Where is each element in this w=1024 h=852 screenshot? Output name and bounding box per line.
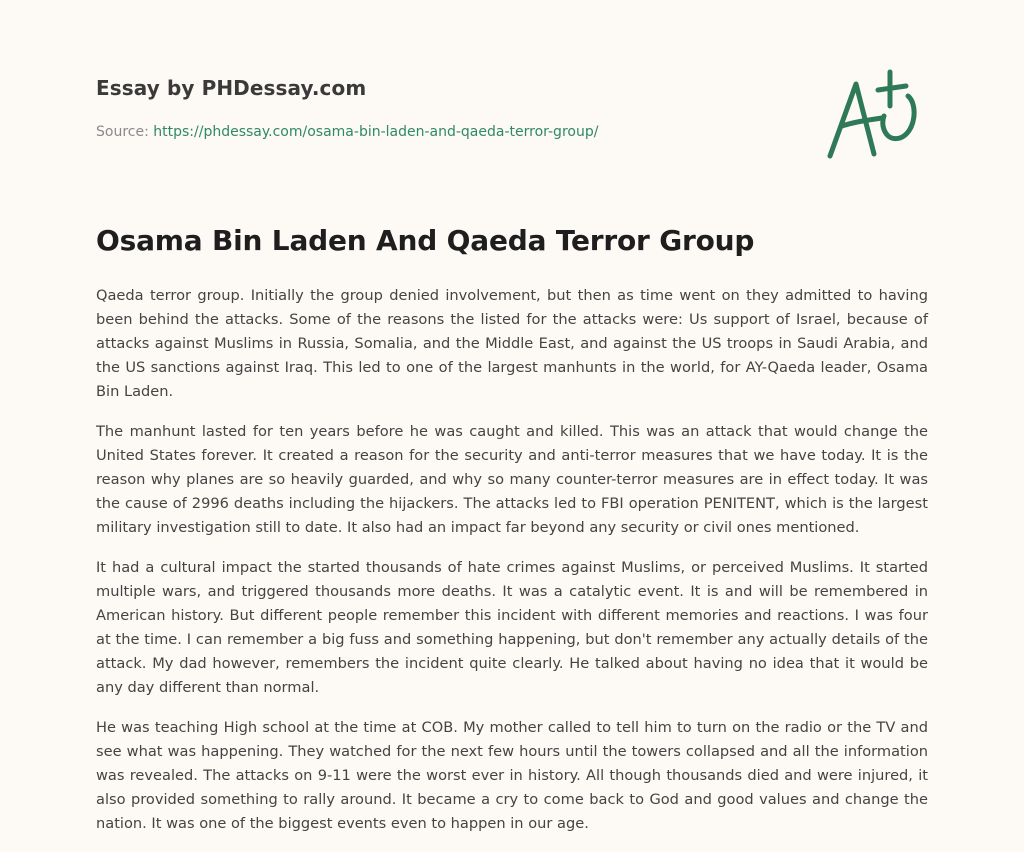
source-label: Source:	[96, 124, 154, 140]
article-paragraph: Qaeda terror group. Initially the group denied involvement, but then as time went on they admitted to having been behind the attacks. Some of the reasons the listed for the attacks were: Us support of Israel, because of attacks against Muslims in Russia, Somalia, and the Middle East, and against the US troops in Saudi Arabia, and the US sanctions against Iraq. This led to one of the largest manhunts in the world, for AY-Qaeda leader, Osama Bin Laden.	[96, 287, 928, 400]
source-link[interactable]: https://phdessay.com/osama-bin-laden-and-qaeda-terror-group/	[153, 124, 599, 140]
article-paragraph: The manhunt lasted for ten years before he was caught and killed. This was an attack that would change the United States forever. It created a reason for the security and anti-terror measures that we have today. It is the reason why planes are so heavily guarded, and why so many counter-terror measures are in effect today. It was the cause of 2996 deaths including the hijackers. The attacks led to FBI operation PENITENT, which is the largest military investigation still to date. It also had an impact far beyond any security or civil ones mentioned.	[96, 423, 928, 536]
article-paragraph: He was teaching High school at the time at COB. My mother called to tell him to turn on the radio or the TV and see what was happening. They watched for the next few hours until the towers collapsed and all the information was revealed. The attacks on 9-11 were the worst ever in history. All though thousands died and were injured, it also provided something to rally around. It became a cry to come back to God and good values and change the nation. It was one of the biggest events even to happen in our age.	[96, 719, 928, 832]
article-title: Osama Bin Laden And Qaeda Terror Group	[96, 224, 755, 257]
page-container	[96, 0, 928, 852]
article-paragraph: It had a cultural impact the started thousands of hate crimes against Muslims, or perceived Muslims. It started multiple wars, and triggered thousands more deaths. It was a catalytic event. It is and will be remembered in American history. But different people remember this incident with different memories and reactions. I was four at the time. I can remember a big fuss and something happening, but don't remember any actually details of the attack. My dad however, remembers the incident quite clearly. He talked about having no idea that it would be any day different than normal.	[96, 559, 928, 696]
article-body	[96, 284, 928, 852]
a-plus-grade-icon	[824, 68, 924, 164]
source-line	[96, 124, 598, 140]
brand-title: Essay by PHDessay.com	[96, 76, 367, 100]
